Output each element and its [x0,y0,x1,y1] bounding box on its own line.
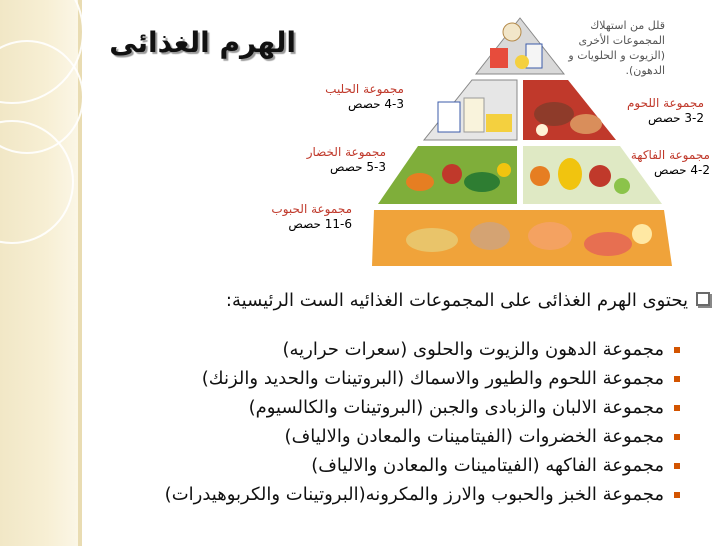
list-item: مجموعة الخبز والحبوب والارز والمكرونه(البروتينات والكربوهيدرات) [144,485,664,505]
label-vegetables-group: مجموعة الخضار [306,145,386,159]
label-meat [610,96,704,126]
square-bullet-icon [674,463,680,469]
list-item: مجموعة الدهون والزيوت والحلوى (سعرات حراريه) [144,340,664,360]
slide-title: الهرم الغذائى [109,26,296,59]
label-milk-servings: 4-3 حصص [348,97,404,111]
lead-text: يحتوى الهرم الغذائى على المجموعات الغذائيه الست الرئيسية: [225,290,688,311]
lead-paragraph [226,290,688,311]
label-grains [248,202,352,232]
label-fruit-servings: 4-2 حصص [654,163,710,177]
square-bullet-icon [674,347,680,353]
label-vegetables-servings: 5-3 حصص [330,160,386,174]
list-item: مجموعة اللحوم والطيور والاسماك (البروتينات والحديد والزنك) [144,369,664,389]
list-item: مجموعة الالبان والزبادى والجبن (البروتينات والكالسيوم) [144,398,664,418]
label-milk-group: مجموعة الحليب [325,82,404,96]
label-meat-servings: 3-2 حصص [648,111,704,125]
label-grains-group: مجموعة الحبوب [271,202,352,216]
square-bullet-icon [674,492,680,498]
list-item: مجموعة الخضروات (الفيتامينات والمعادن والالياف) [144,427,664,447]
list-item: مجموعة الفاكهه (الفيتامينات والمعادن والالياف) [144,456,664,476]
label-milk [300,82,404,112]
square-bullet-icon [674,434,680,440]
label-grains-servings: 11-6 حصص [288,217,352,231]
label-vegetables [276,145,386,175]
square-bullet-icon [674,405,680,411]
square-bullet-icon [674,376,680,382]
label-meat-group: مجموعة اللحوم [626,96,704,110]
pyramid-top-note: قلل من استهلاك المجموعات الأخرى (الزيوت و الحلويات و الدهون). [568,19,665,77]
food-groups-list [144,340,664,514]
label-fruit-group: مجموعة الفاكهة [630,148,710,162]
lead-bullet-icon [696,292,710,306]
label-fruit [618,148,710,178]
